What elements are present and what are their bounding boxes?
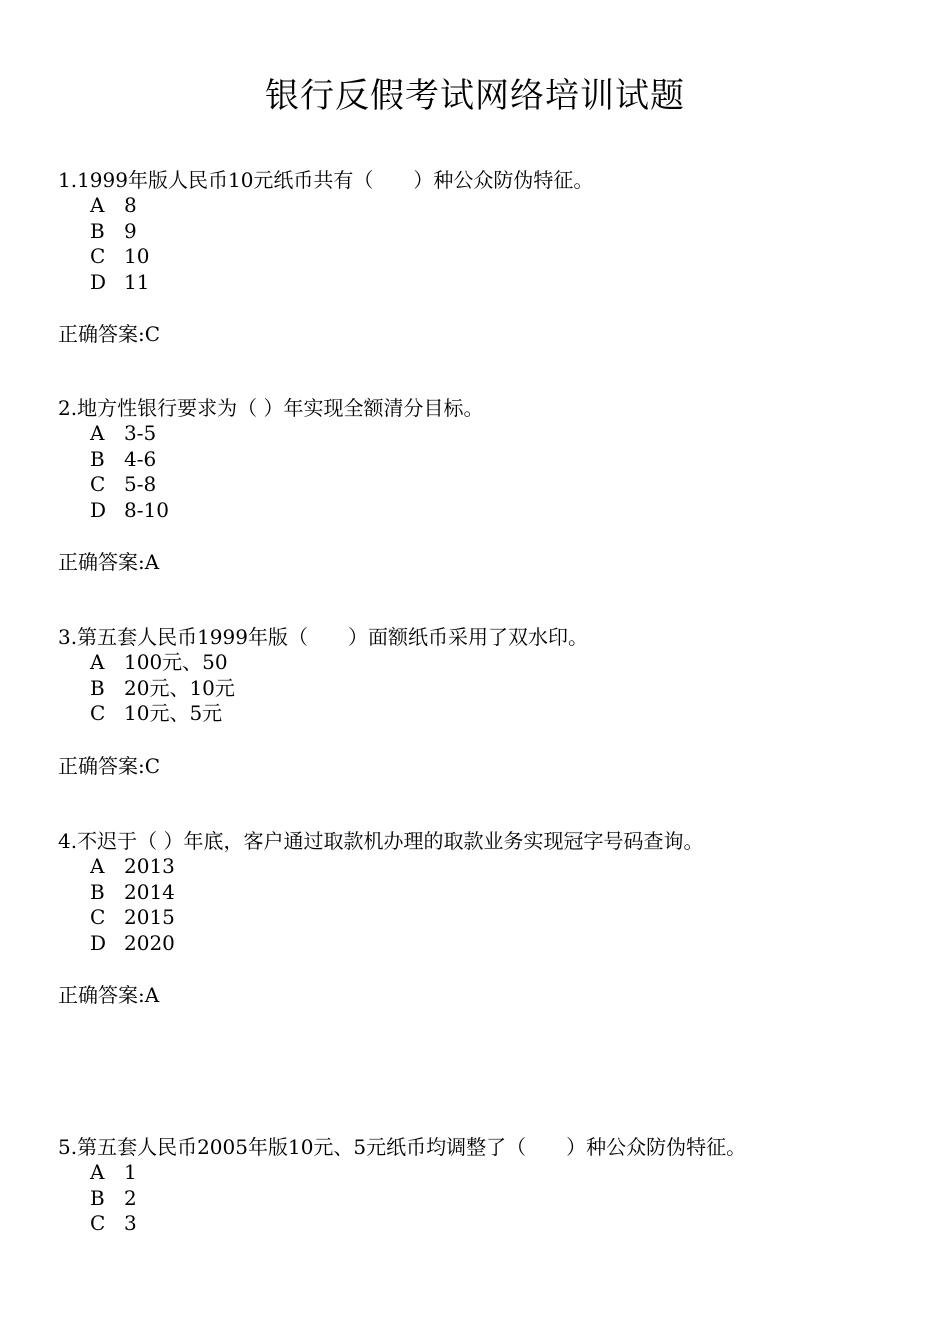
option-value: 2013 — [124, 854, 175, 878]
option-b — [58, 447, 918, 473]
option-letter: B — [90, 1185, 105, 1210]
correct-answer: 正确答案:A — [58, 983, 160, 1007]
option-letter: C — [90, 472, 106, 496]
option-value: 8-10 — [124, 497, 169, 522]
question-text: 1.1999年版人民币10元纸币共有（ ）种公众防伪特征。 — [58, 168, 594, 192]
correct-answer: 正确答案:A — [58, 550, 160, 574]
option-letter: A — [90, 1160, 105, 1184]
option-letter: C — [90, 1211, 106, 1235]
option-a — [58, 1160, 918, 1186]
question-1 — [58, 167, 918, 347]
option-d — [58, 270, 918, 296]
question-5 — [58, 1134, 918, 1237]
option-d — [58, 931, 918, 957]
question-text: 5.第五套人民币2005年版10元、5元纸币均调整了（ ）种公众防伪特征。 — [58, 1135, 747, 1159]
option-value: 2015 — [124, 905, 175, 929]
option-letter: B — [90, 879, 105, 904]
option-letter: B — [90, 218, 105, 243]
correct-answer: 正确答案:C — [58, 322, 161, 346]
correct-answer: 正确答案:C — [58, 753, 161, 778]
question-4 — [58, 828, 918, 1008]
question-text: 4.不迟于（ ）年底，客户通过取款机办理的取款业务实现冠字号码查询。 — [58, 829, 704, 853]
option-letter: B — [90, 675, 105, 700]
option-value: 1 — [124, 1160, 137, 1184]
option-a — [58, 193, 918, 219]
option-letter: A — [90, 193, 105, 217]
option-value: 10元、5元 — [124, 701, 223, 725]
option-c — [58, 244, 918, 270]
option-value: 3-5 — [124, 421, 157, 445]
option-value: 9 — [124, 218, 137, 243]
option-letter: C — [90, 244, 106, 268]
option-value: 11 — [124, 269, 150, 294]
option-c — [58, 1211, 918, 1237]
option-letter: A — [90, 421, 105, 445]
option-value: 2014 — [124, 879, 175, 904]
option-letter: D — [90, 930, 107, 955]
option-letter: D — [90, 497, 107, 522]
option-a — [58, 650, 918, 676]
question-text: 2.地方性银行要求为（ ）年实现全额清分目标。 — [58, 396, 484, 420]
option-value: 3 — [124, 1211, 137, 1235]
option-letter: C — [90, 701, 106, 725]
option-letter: D — [90, 269, 107, 294]
option-b — [58, 676, 918, 702]
option-letter: C — [90, 905, 106, 929]
option-value: 20元、10元 — [124, 675, 235, 700]
option-value: 2020 — [124, 930, 175, 955]
option-b — [58, 1186, 918, 1212]
option-letter: A — [90, 650, 105, 674]
question-2 — [58, 395, 918, 575]
option-value: 10 — [124, 244, 150, 268]
option-d — [58, 498, 918, 524]
option-a — [58, 421, 918, 447]
option-c — [58, 701, 918, 727]
option-value: 5-8 — [124, 472, 157, 496]
option-letter: A — [90, 854, 105, 878]
question-3 — [58, 624, 918, 779]
option-a — [58, 854, 918, 880]
option-c — [58, 905, 918, 931]
option-b — [58, 219, 918, 245]
option-value: 2 — [124, 1185, 137, 1210]
option-b — [58, 880, 918, 906]
question-text: 3.第五套人民币1999年版（ ）面额纸币采用了双水印。 — [58, 625, 588, 649]
option-value: 100元、50 — [124, 650, 228, 674]
option-c — [58, 472, 918, 498]
option-value: 8 — [124, 193, 137, 217]
option-value: 4-6 — [124, 446, 157, 471]
option-letter: B — [90, 446, 105, 471]
page-title: 银行反假考试网络培训试题 — [265, 76, 685, 116]
